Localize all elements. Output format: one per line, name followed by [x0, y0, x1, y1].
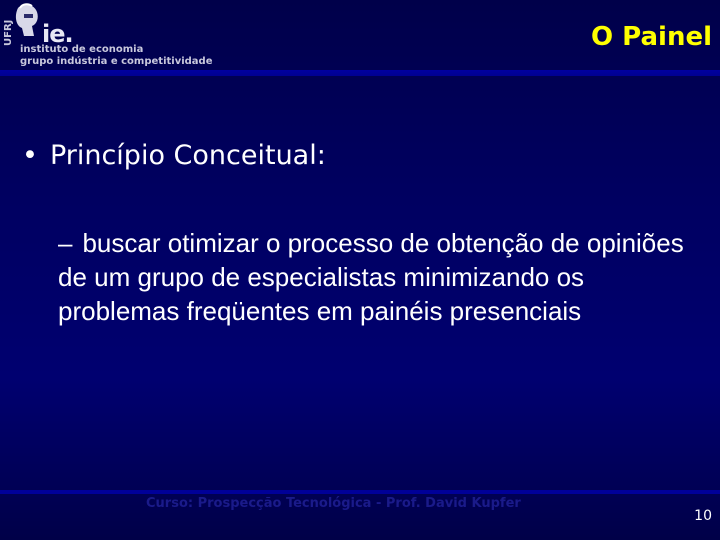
sub-bullet-item [58, 226, 698, 328]
logo-line-group: grupo indústria e competitividade [20, 56, 213, 67]
footer-divider [0, 490, 720, 494]
bullet-item [22, 140, 326, 171]
sub-bullet-text: buscar otimizar o processo de obtenção de opiniões de um grupo de especialistas minimizando os problemas freqüentes em painéis presenciais [58, 228, 684, 326]
header-divider [0, 70, 720, 76]
slide-title: O Painel [590, 22, 712, 52]
bullet-marker: • [22, 140, 38, 171]
logo-line-institute: instituto de economia [20, 44, 144, 55]
logo-mark: ie. [42, 20, 73, 48]
footer-text: Curso: Prospecção Tecnológica - Prof. David Kupfer [146, 496, 521, 511]
ufrj-ie-logo [3, 2, 213, 72]
bullet-text: Princípio Conceitual: [49, 140, 326, 171]
page-number: 10 [694, 508, 712, 524]
sub-bullet-marker: – [58, 228, 73, 258]
logo-vertical-text: UFRJ [3, 19, 14, 46]
